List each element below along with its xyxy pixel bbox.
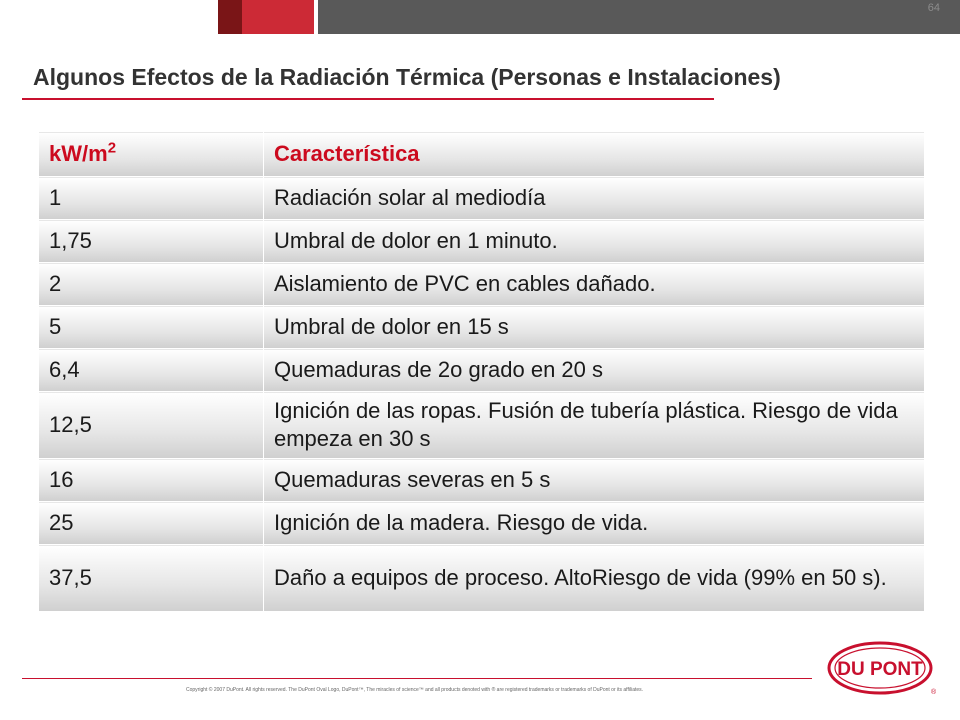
row-value: 25	[39, 502, 264, 545]
radiation-effects-table	[38, 131, 925, 612]
table-row	[39, 502, 925, 545]
row-value: 5	[39, 306, 264, 349]
row-value: 1,75	[39, 220, 264, 263]
row-characteristic: Aislamiento de PVC en cables dañado.	[264, 263, 925, 306]
table-row	[39, 349, 925, 392]
top-bar-red-segment	[242, 0, 314, 34]
header-unit	[39, 132, 264, 177]
table-header-row	[39, 132, 925, 177]
top-bar-gray-segment	[318, 0, 960, 34]
header-unit-superscript: 2	[107, 139, 117, 157]
row-characteristic: Quemaduras de 2o grado en 20 s	[264, 349, 925, 392]
row-value: 12,5	[39, 392, 264, 459]
table-row	[39, 545, 925, 612]
row-value: 1	[39, 177, 264, 220]
table-row	[39, 263, 925, 306]
copyright-notice: Copyright © 2007 DuPont. All rights reserved. The DuPont Oval Logo, DuPont™, The miracles of science™ and all products denoted with ® are registered trademarks or trademarks of DuPont or its affiliates.	[186, 687, 644, 693]
table-row	[39, 220, 925, 263]
row-characteristic: Quemaduras severas en 5 s	[264, 459, 925, 502]
top-bar-white-segment	[0, 0, 218, 34]
row-characteristic: Radiación solar al mediodía	[264, 177, 925, 220]
table-row	[39, 392, 925, 459]
table-row	[39, 459, 925, 502]
row-value: 6,4	[39, 349, 264, 392]
slide-number: 64	[927, 2, 940, 14]
table-row	[39, 306, 925, 349]
top-bar-dark-red-segment	[218, 0, 242, 34]
dupont-oval-logo	[826, 640, 936, 696]
header-unit-text: kW/m	[49, 141, 108, 166]
row-value: 2	[39, 263, 264, 306]
row-characteristic: Umbral de dolor en 1 minuto.	[264, 220, 925, 263]
top-decorative-bar	[0, 0, 960, 34]
page-title: Algunos Efectos de la Radiación Térmica (Personas e Instalaciones)	[33, 64, 781, 90]
table-row	[39, 177, 925, 220]
row-value: 37,5	[39, 545, 264, 612]
logo-text: DU PONT	[837, 659, 923, 680]
title-underline	[22, 98, 714, 100]
row-value: 16	[39, 459, 264, 502]
logo-registered-mark: ®	[931, 689, 936, 696]
footer-rule	[22, 678, 812, 679]
header-characteristic: Característica	[264, 132, 925, 177]
row-characteristic: Umbral de dolor en 15 s	[264, 306, 925, 349]
row-characteristic: Ignición de las ropas. Fusión de tubería plástica. Riesgo de vida empeza en 30 s	[264, 392, 925, 459]
row-characteristic: Ignición de la madera. Riesgo de vida.	[264, 502, 925, 545]
row-characteristic: Daño a equipos de proceso. AltoRiesgo de vida (99% en 50 s).	[264, 545, 925, 612]
